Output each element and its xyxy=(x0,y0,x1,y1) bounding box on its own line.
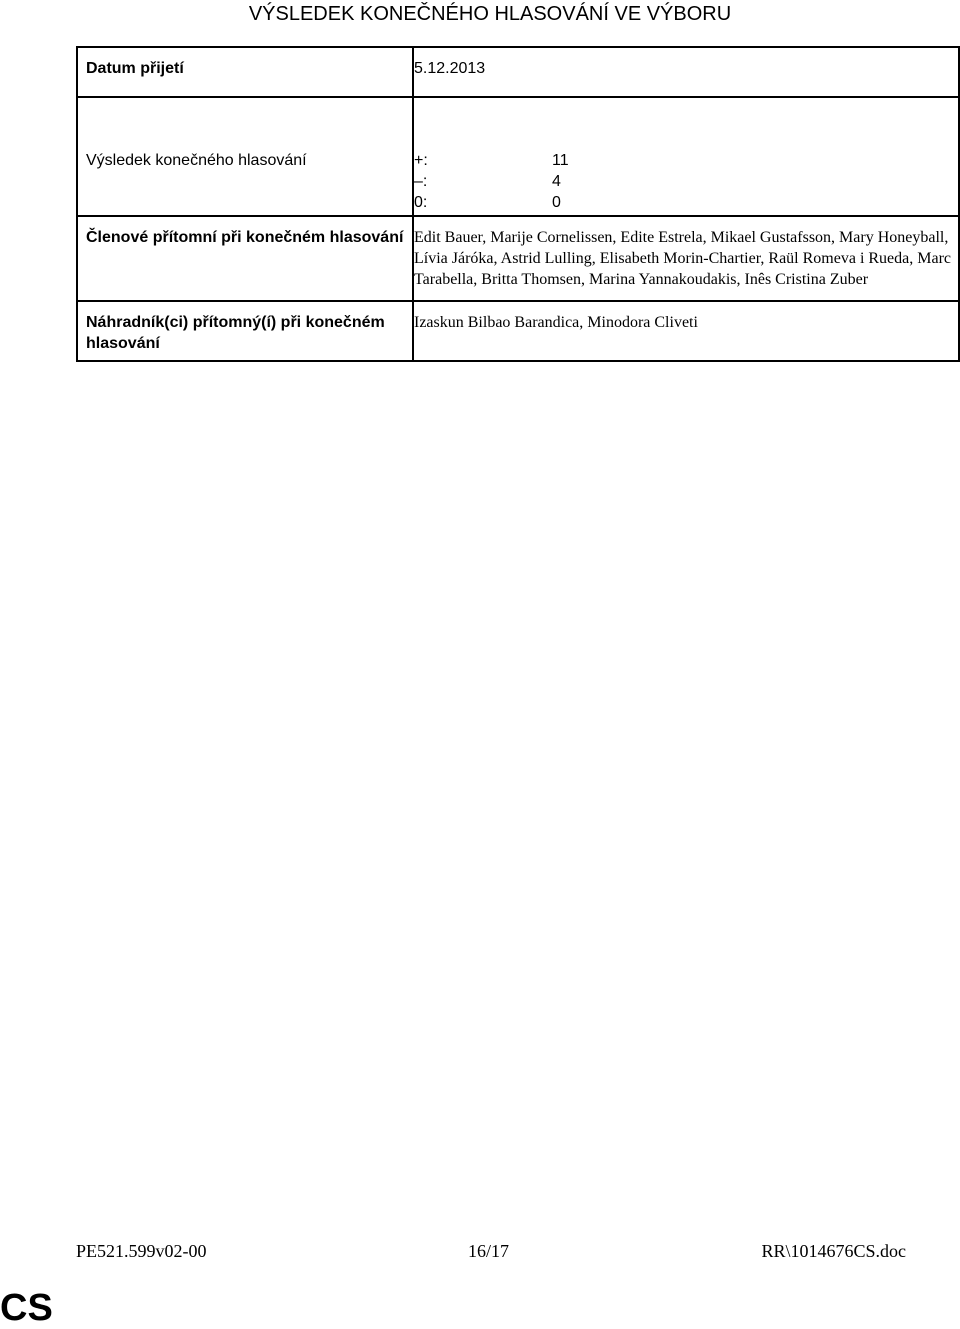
result-label: Výsledek konečného hlasování xyxy=(77,97,413,216)
tally-count-for: 11 xyxy=(552,152,569,169)
document-title: VÝSLEDEK KONEČNÉHO HLASOVÁNÍ VE VÝBORU xyxy=(248,3,732,25)
date-value: 5.12.2013 xyxy=(413,47,959,97)
tally-count-abstain: 0 xyxy=(552,194,561,211)
language-code: CS xyxy=(0,1287,53,1329)
footer-page-number: 16/17 xyxy=(468,1241,510,1261)
tally-symbol-abstain: 0: xyxy=(414,194,428,211)
members-label: Členové přítomní při konečném hlasování xyxy=(77,216,413,301)
tally-row-against xyxy=(414,171,612,192)
vote-result-table xyxy=(76,46,960,362)
tally-row-abstain xyxy=(414,192,612,213)
tally-count-against: 4 xyxy=(552,173,561,190)
members-value: Edit Bauer, Marije Cornelissen, Edite Estrela, Mikael Gustafsson, Mary Honeyball, Lívia Járóka, Astrid Lulling, Elisabeth Morin-Chartier, Raül Romeva i Rueda, Marc Tarabella, Britta Thomsen, Marina Yannakoudakis, Inês Cristina Zuber xyxy=(413,216,959,301)
table-row-substitutes xyxy=(77,301,959,361)
footer-file-name: RR\1014676CS.doc xyxy=(761,1241,906,1261)
footer-document-ref: PE521.599v02-00 xyxy=(76,1241,207,1261)
table-row-result xyxy=(77,97,959,216)
substitutes-value: Izaskun Bilbao Barandica, Minodora Cliveti xyxy=(413,301,959,361)
tally-symbol-against: –: xyxy=(414,173,428,190)
tally-symbol-for: +: xyxy=(414,152,428,169)
result-tally-cell xyxy=(413,97,959,216)
tally-row-for xyxy=(414,150,612,171)
table-row-members xyxy=(77,216,959,301)
substitutes-label: Náhradník(ci) přítomný(í) při konečném hlasování xyxy=(77,301,413,361)
table-row-date xyxy=(77,47,959,97)
date-label: Datum přijetí xyxy=(77,47,413,97)
page-footer xyxy=(76,1240,906,1262)
vote-tally xyxy=(414,150,612,213)
